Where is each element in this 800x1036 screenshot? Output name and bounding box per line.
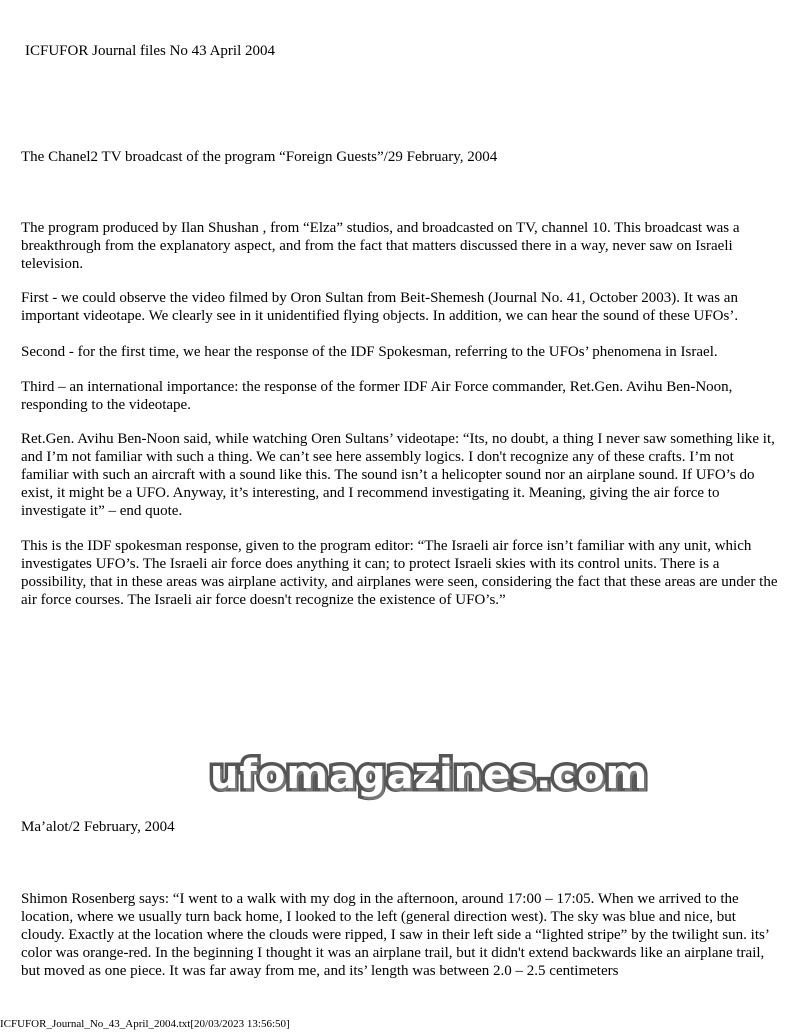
paragraph-second-point: Second - for the first time, we hear the response of the IDF Spokesman, referring to the UFOs’ phenomena in Israel. xyxy=(21,344,718,360)
file-footer: ICFUFOR_Journal_No_43_April_2004.txt[20/03/2023 13:56:50] xyxy=(0,1018,290,1030)
site-watermark: ufomagazines.com xyxy=(210,752,649,798)
section-title-broadcast: The Chanel2 TV broadcast of the program “Foreign Guests”/29 February, 2004 xyxy=(21,149,498,165)
paragraph-ben-noon-quote: Ret.Gen. Avihu Ben-Noon said, while watching Oren Sultans’ videotape: “Its, no doubt, a thing I never saw something like it, and I’m not familiar with such a thing. We can’t see here assembly logics. I don't recognize any of these crafts. I’m not familiar with such an aircraft with a sound like this. The sound isn’t a helicopter sound nor an airplane sound. If UFO’s do exist, it might be a UFO. Anyway, it’s interesting, and I recommend investigating it. Meaning, giving the air force to investigate it” – end quote. xyxy=(21,431,775,519)
paragraph-rosenberg-account: Shimon Rosenberg says: “I went to a walk with my dog in the afternoon, around 17:00 – 17:05. When we arrived to the location, where we usually turn back home, I looked to the left (general direction west). The sky was blue and nice, but cloudy. Exactly at the location where the clouds were ripped, I saw in their left side a “lighted stripe” by the twilight sun. its’ color was orange-red. In the beginning I thought it was an airplane trail, but it didn't extend backwards like an airplane trail, but moved as one piece. It was far away from me, and its’ length was between 2.0 – 2.5 centimeters xyxy=(21,891,769,979)
paragraph-idf-response: This is the IDF spokesman response, given to the program editor: “The Israeli air force isn’t familiar with any unit, which investigates UFO’s. The Israeli air force does anything it can; to protect Israeli skies with its control units. There is a possibility, that in these areas was airplane activity, and airplanes were seen, considering the fact that these areas are under the air force courses. The Israeli air force doesn't recognize the existence of UFO’s.” xyxy=(21,538,778,608)
paragraph-first-point: First - we could observe the video filmed by Oron Sultan from Beit-Shemesh (Journal No. 41, October 2003). It was an important videotape. We clearly see in it unidentified flying objects. In addition, we can hear the sound of these UFOs’. xyxy=(21,290,739,324)
journal-header: ICFUFOR Journal files No 43 April 2004 xyxy=(25,43,276,59)
paragraph-program-intro: The program produced by Ilan Shushan , from “Elza” studios, and broadcasted on TV, channel 10. This broadcast was a breakthrough from the explanatory aspect, and from the fact that matters discussed there in a way, never saw on Israeli television. xyxy=(21,220,740,272)
section-title-maalot: Ma’alot/2 February, 2004 xyxy=(21,819,175,835)
paragraph-third-point: Third – an international importance: the response of the former IDF Air Force commander, Ret.Gen. Avihu Ben-Noon, responding to the videotape. xyxy=(21,379,733,413)
